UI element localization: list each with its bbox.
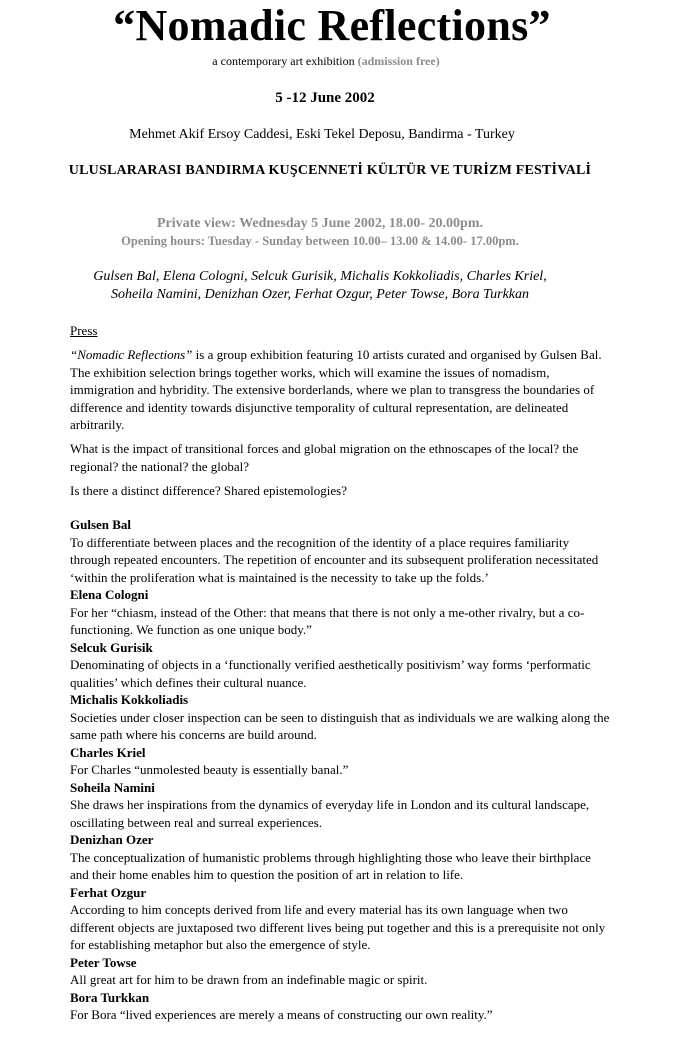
artist-bio: [70, 586, 610, 639]
artist-bio: [70, 989, 610, 1024]
artist-statement: For her “chiasm, instead of the Other: that means that there is not only a me-other rivalry, but a co-functioning. We function as one unique body.”: [70, 604, 585, 637]
artist-name: Gulsen Bal: [70, 517, 132, 532]
artist-list: [60, 268, 580, 304]
artist-bio: [70, 691, 610, 744]
artist-list-line: Soheila Namini, Denizhan Ozer, Ferhat Ozgur, Peter Towse, Bora Turkkan: [110, 287, 530, 302]
artist-statement: For Charles “unmolested beauty is essentially banal.”: [70, 762, 349, 777]
exhibition-dates: 5 -12 June 2002: [275, 90, 375, 106]
artist-name: Soheila Namini: [70, 779, 155, 795]
press-intro-paragraph: [70, 346, 602, 434]
artist-bio: [70, 516, 610, 586]
press-question-paragraph: Is there a distinct difference? Shared epistemologies?: [70, 483, 347, 498]
artist-statement: She draws her inspirations from the dynamics of everyday life in London and its cultural landscape, oscillating between real and surreal experiences.: [70, 797, 590, 830]
artist-bio: [70, 884, 610, 954]
artist-name: Bora Turkkan: [70, 989, 150, 1005]
artist-statement: All great art for him to be drawn from an indefinable magic or spirit.: [70, 972, 428, 987]
artist-statement: For Bora “lived experiences are merely a means of constructing our own reality.”: [70, 1007, 493, 1022]
artist-bio: [70, 639, 610, 692]
admission-note: (admission free): [357, 54, 440, 68]
exhibition-subtitle: [0, 53, 652, 69]
exhibition-title: “Nomadic Reflections”: [113, 1, 551, 50]
press-question-paragraph: What is the impact of transitional forces and global migration on the ethnoscapes of the local? the regional? the national? the global?: [70, 441, 579, 474]
artist-statement: Denominating of objects in a ‘functionally verified aesthetically positivism’ way forms ‘performatic qualities’ which defines their cultural nuance.: [70, 657, 591, 690]
artist-statement: The conceptualization of humanistic problems through highlighting those who leave their birthplace and their home enables him to question the position of art in relation to life.: [70, 849, 591, 882]
artist-list-line: Gulsen Bal, Elena Cologni, Selcuk Gurisik, Michalis Kokkoliadis, Charles Kriel,: [93, 269, 547, 284]
press-heading: Press: [70, 323, 98, 338]
artist-bio: [70, 954, 610, 989]
opening-hours: Opening hours: Tuesday - Sunday between 10.00– 13.00 & 14.00- 17.00pm.: [121, 234, 519, 248]
artist-bios: [70, 516, 610, 1024]
artist-bio: [70, 779, 610, 832]
exhibition-address: Mehmet Akif Ersoy Caddesi, Eski Tekel Deposu, Bandirma - Turkey: [129, 127, 515, 142]
artist-name: Ferhat Ozgur: [70, 884, 147, 900]
artist-name: Denizhan Ozer: [70, 832, 154, 847]
festival-name: ULUSLARARASI BANDIRMA KUŞCENNETİ KÜLTÜR VE TURİZM FESTİVALİ: [68, 163, 592, 178]
subtitle-main: a contemporary art exhibition: [212, 54, 358, 68]
artist-name: Peter Towse: [70, 954, 137, 970]
artist-statement: To differentiate between places and the recognition of the identity of a place requires familiarity through repeated encounters. The repetition of encounter and its subsequent proliferation necessitated ‘within the proliferation what is maintained is the necessity to take up the folds.’: [70, 534, 599, 585]
press-intro-title: “Nomadic Reflections”: [70, 347, 193, 362]
artist-name: Selcuk Gurisik: [70, 639, 153, 655]
private-view: Private view: Wednesday 5 June 2002, 18.00- 20.00pm.: [156, 216, 483, 231]
artist-name: Michalis Kokkoliadis: [70, 692, 189, 707]
press-intro-text: is a group exhibition featuring 10 artists curated and organised by Gulsen Bal. The exhibition selection brings together works, which will examine the issues of nomadism, immigration and hybridity. The extensive borderlands, where we plan to transgress the boundaries of difference and identity towards disjunctive temporality of cultural representation, are delineated arbitrarily.: [70, 347, 602, 432]
artist-bio: [70, 744, 610, 779]
artist-name: Charles Kriel: [70, 744, 146, 760]
artist-statement: According to him concepts derived from life and every material has its own language when two different objects are juxtaposed two different lives being put together and this is a prerequisite not only for establishing metaphor but also the emergence of style.: [70, 902, 606, 952]
artist-name: Elena Cologni: [70, 587, 149, 602]
artist-statement: Societies under closer inspection can be seen to distinguish that as individuals we are walking along the same path where his concerns are build around.: [70, 709, 610, 742]
artist-bio: [70, 831, 610, 884]
